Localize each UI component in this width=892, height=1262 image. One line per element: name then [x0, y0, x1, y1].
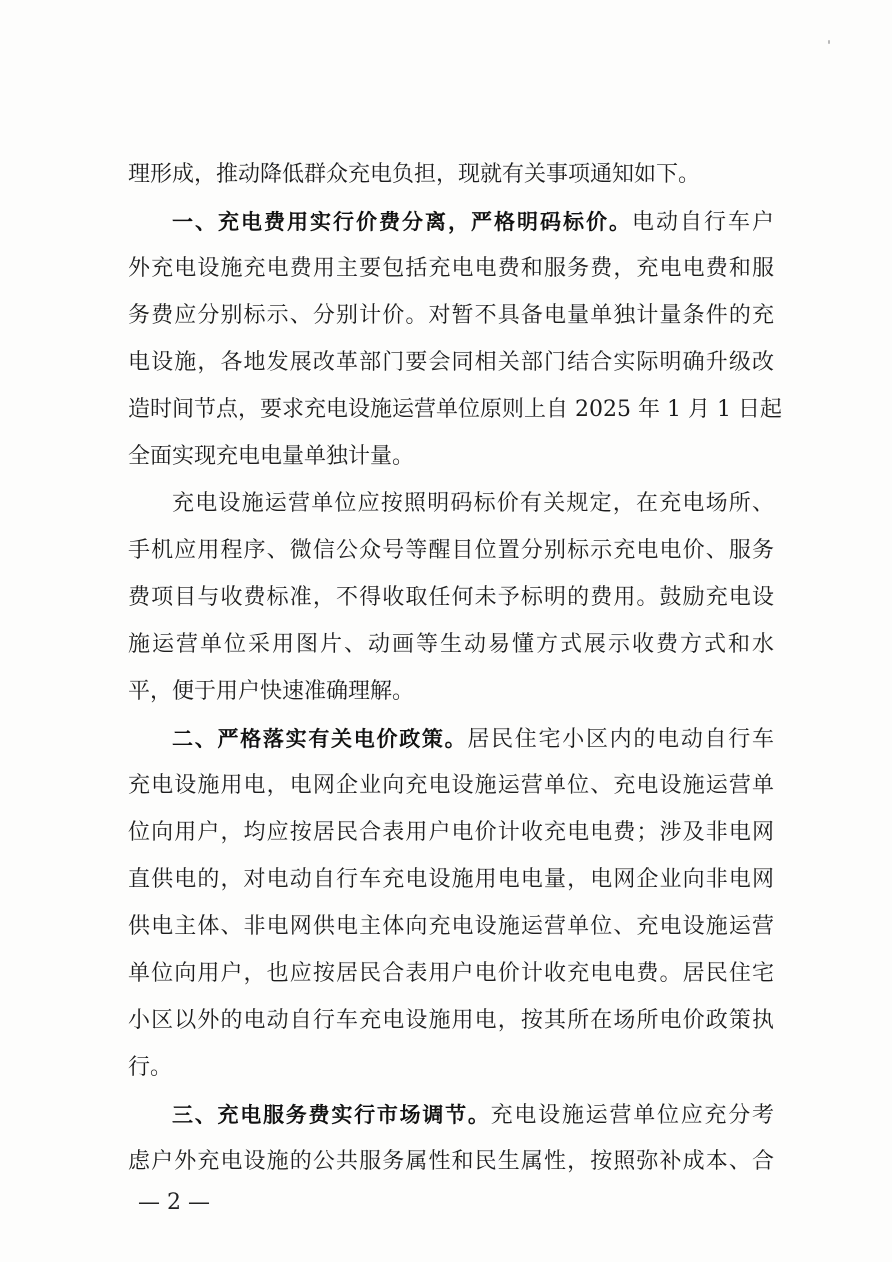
text-line: [128, 156, 774, 194]
text-line: [128, 391, 782, 429]
section-3-heading: 三、充电服务费实行市场调节。: [172, 1103, 491, 1127]
section-2-heading: 二、严格落实有关电价政策。: [172, 727, 468, 751]
line-text: 单位向用户，也应按居民合表用户电价计收充电电费。居民住宅: [128, 961, 774, 986]
line-text: 电设施，各地发展改革部门要会同相关部门结合实际明确升级改: [128, 350, 774, 375]
line-text: 理形成，推动降低群众充电负担，现就有关事项通知如下。: [128, 162, 701, 187]
section-heading-line: [172, 203, 774, 241]
section-heading-line: [172, 720, 774, 758]
line-text: 供电主体、非电网供电主体向充电设施运营单位、充电设施运营: [128, 914, 774, 939]
text-line: [128, 1143, 774, 1181]
text-line: [128, 673, 774, 711]
line-text: 充电设施用电，电网企业向充电设施运营单位、充电设施运营单: [128, 773, 774, 798]
text-line: [128, 579, 774, 617]
line-text: 全面实现充电电量单独计量。: [128, 444, 415, 469]
line-text: 充电设施运营单位应充分考: [490, 1103, 774, 1128]
text-line: [128, 1049, 774, 1087]
line-text: 造时间节点，要求充电设施运营单位原则上自 2025 年 1 月 1 日起: [128, 397, 782, 422]
line-text: 充电设施运营单位应按照明码标价有关规定，在充电场所、: [172, 491, 774, 516]
text-line: [128, 814, 774, 852]
text-line: [172, 485, 774, 523]
line-text: 虑户外充电设施的公共服务属性和民生属性，按照弥补成本、合: [128, 1149, 774, 1174]
line-text: 小区以外的电动自行车充电设施用电，按其所在场所电价政策执: [128, 1008, 774, 1033]
section-heading-line: [172, 1096, 774, 1134]
line-text: 行。: [128, 1055, 173, 1080]
line-text: 费项目与收费标准，不得收取任何未予标明的费用。鼓励充电设: [128, 585, 774, 610]
line-text: 平，便于用户快速准确理解。: [128, 679, 415, 704]
line-text: 电动自行车户: [632, 210, 774, 235]
text-line: [128, 532, 774, 570]
text-line: [128, 626, 774, 664]
text-line: [128, 297, 774, 335]
text-line: [128, 1002, 774, 1040]
text-line: [128, 908, 774, 946]
text-line: [128, 250, 774, 288]
line-text: 位向用户，均应按居民合表用户电价计收充电电费；涉及非电网: [128, 820, 774, 845]
page-number: — 2 —: [138, 1190, 210, 1215]
text-line: [128, 344, 774, 382]
line-text: 居民住宅小区内的电动自行车: [467, 727, 774, 752]
line-text: 直供电的，对电动自行车充电设施用电电量，电网企业向非电网: [128, 867, 774, 892]
section-1-heading: 一、充电费用实行价费分离，严格明码标价。: [172, 210, 632, 234]
line-text: 手机应用程序、微信公众号等醒目位置分别标示充电电价、服务: [128, 538, 774, 563]
line-text: 外充电设施充电费用主要包括充电电费和服务费，充电电费和服: [128, 256, 774, 281]
text-line: [128, 861, 774, 899]
line-text: 务费应分别标示、分别计价。对暂不具备电量单独计量条件的充: [128, 303, 774, 328]
line-text: 施运营单位采用图片、动画等生动易懂方式展示收费方式和水: [128, 632, 774, 657]
text-line: [128, 438, 774, 476]
scan-speck: [828, 40, 830, 44]
text-line: [128, 767, 774, 805]
text-line: [128, 955, 774, 993]
